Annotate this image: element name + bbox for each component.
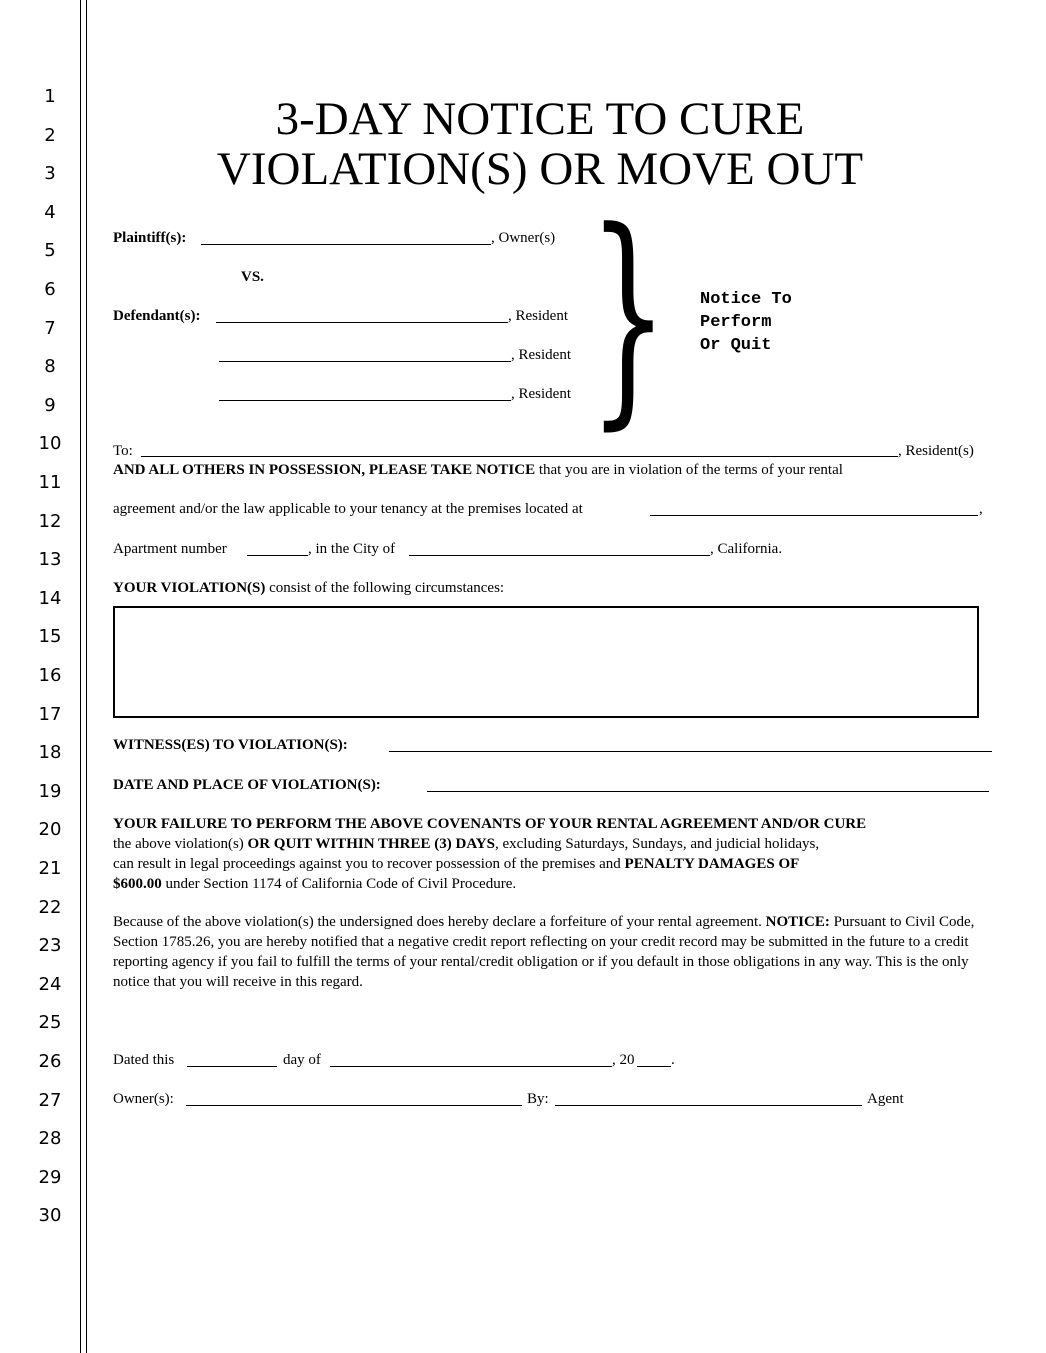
premises-address-field[interactable]: [650, 515, 978, 516]
line-number: 30: [38, 1205, 62, 1227]
dated-label: Dated this: [113, 1052, 175, 1068]
defendant-name-field-3[interactable]: [219, 400, 511, 401]
to-label: To:: [113, 443, 133, 459]
city-label: , in the City of: [308, 541, 396, 557]
failure-line-4-bold: $600.00: [113, 876, 162, 892]
line-number: 13: [38, 549, 62, 571]
line-number: 3: [44, 163, 56, 185]
plaintiff-name-field[interactable]: [201, 244, 491, 245]
month-field[interactable]: [330, 1066, 612, 1067]
city-field[interactable]: [409, 555, 710, 556]
date-period: .: [671, 1052, 675, 1068]
line-number: 10: [38, 433, 62, 455]
failure-line-2: [113, 835, 819, 853]
line-number: 6: [44, 279, 56, 300]
defendant-name-field-1[interactable]: [216, 322, 508, 323]
owner-suffix: , Owner(s): [491, 230, 556, 246]
line-number: 15: [38, 626, 62, 648]
resident-suffix-2: , Resident: [511, 347, 571, 363]
notice-statement: [113, 461, 843, 479]
failure-line-3-a: can result in legal proceedings against you to recover possession of the premises and: [113, 856, 625, 872]
failure-line-4: [113, 875, 516, 893]
forfeiture-text-b: Pursuant to Civil Code, Section 1785.26, you are hereby notified that a negative credit report reflecting on your credit record may be submitted in the future to a credit reporting agency if you fail to fulfill the terms of your rental/credit obligation or if you default in those obligations in any way. This is the only notice that you will receive in this regard.: [113, 914, 975, 990]
to-name-field[interactable]: [141, 456, 898, 457]
forfeiture-notice-bold: NOTICE:: [765, 914, 830, 930]
margin-rule-left: [80, 0, 81, 1353]
failure-line-2-bold: OR QUIT WITHIN THREE (3) DAYS: [247, 836, 495, 852]
notice-statement-bold: AND ALL OTHERS IN POSSESSION, PLEASE TAKE NOTICE: [113, 462, 536, 478]
violations-label-bold: YOUR VIOLATION(S): [113, 580, 266, 596]
notice-type-line-2: Perform: [700, 313, 772, 332]
line-number: 4: [44, 201, 56, 223]
owner-signature-field[interactable]: [186, 1105, 522, 1106]
failure-line-1: YOUR FAILURE TO PERFORM THE ABOVE COVENANTS OF YOUR RENTAL AGREEMENT AND/OR CURE: [113, 816, 867, 832]
document-title-line-2: VIOLATION(S) OR MOVE OUT: [216, 143, 864, 195]
notice-type-line-1: Notice To: [700, 290, 792, 309]
line-number: 7: [44, 317, 56, 339]
agent-label: Agent: [867, 1091, 904, 1107]
dated-day-field[interactable]: [187, 1066, 277, 1067]
violations-label-rest: consist of the following circumstances:: [265, 580, 505, 596]
line-number: 26: [38, 1051, 62, 1072]
forfeiture-paragraph: [113, 912, 975, 992]
resident-suffix-1: , Resident: [508, 308, 568, 324]
failure-line-3-bold: PENALTY DAMAGES OF: [624, 856, 800, 872]
line-number: 29: [38, 1166, 62, 1188]
line-number: 12: [38, 510, 62, 532]
date-place-field[interactable]: [427, 791, 989, 792]
day-of-label: day of: [283, 1052, 321, 1068]
resident-suffix-3: , Resident: [511, 386, 571, 402]
plaintiff-label: Plaintiff(s):: [113, 230, 187, 246]
document-title-line-1: 3-DAY NOTICE TO CURE: [275, 93, 805, 145]
residents-suffix: , Resident(s): [898, 443, 974, 459]
violations-label: [113, 579, 504, 597]
line-number: 18: [38, 742, 62, 764]
premises-text: agreement and/or the law applicable to your tenancy at the premises located at: [113, 501, 583, 517]
line-number: 5: [44, 240, 56, 262]
notice-type-line-3: Or Quit: [700, 336, 772, 355]
defendant-label: Defendant(s):: [113, 308, 201, 324]
witness-label: WITNESS(ES) TO VIOLATION(S):: [113, 737, 348, 753]
line-number: 1: [44, 86, 56, 107]
apartment-label: Apartment number: [113, 541, 227, 557]
defendant-name-field-2[interactable]: [219, 361, 511, 362]
date-place-label: DATE AND PLACE OF VIOLATION(S):: [113, 777, 381, 793]
line-number: 11: [38, 472, 62, 493]
year-prefix: , 20: [612, 1052, 635, 1068]
line-number: 16: [38, 665, 62, 686]
line-number: 9: [44, 394, 56, 416]
line-number: 8: [44, 356, 56, 378]
line-number: 22: [38, 896, 62, 918]
caption-brace: }: [588, 183, 669, 450]
failure-line-2-a: the above violation(s): [113, 836, 248, 852]
apartment-number-field[interactable]: [247, 555, 308, 556]
year-field[interactable]: [637, 1066, 671, 1067]
state-suffix: , California.: [710, 541, 783, 557]
premises-comma: ,: [979, 501, 983, 517]
line-number: 14: [38, 587, 62, 609]
agent-signature-field[interactable]: [555, 1105, 862, 1106]
line-number: 24: [38, 973, 62, 995]
notice-statement-rest: that you are in violation of the terms of your rental: [535, 462, 843, 478]
line-number: 23: [38, 935, 62, 957]
line-number: 27: [38, 1089, 62, 1111]
versus-label: VS.: [241, 269, 264, 285]
failure-line-2-b: , excluding Saturdays, Sundays, and judicial holidays,: [494, 836, 820, 852]
line-number: 25: [38, 1012, 62, 1034]
owner-signature-label: Owner(s):: [113, 1091, 174, 1107]
violations-description-box[interactable]: [113, 606, 979, 718]
line-number: 19: [38, 780, 62, 802]
failure-line-3: [113, 855, 799, 873]
line-number: 2: [44, 124, 56, 146]
forfeiture-text-a: Because of the above violation(s) the undersigned does hereby declare a forfeiture of your rental agreement.: [113, 914, 766, 930]
line-number: 21: [38, 858, 62, 879]
line-number: 28: [38, 1128, 62, 1150]
line-number: 20: [38, 819, 62, 841]
by-label: By:: [527, 1091, 549, 1107]
margin-rule-right: [86, 0, 87, 1353]
failure-line-4-rest: under Section 1174 of California Code of Civil Procedure.: [161, 876, 517, 892]
line-number: 17: [38, 703, 62, 725]
witness-field[interactable]: [389, 751, 992, 752]
